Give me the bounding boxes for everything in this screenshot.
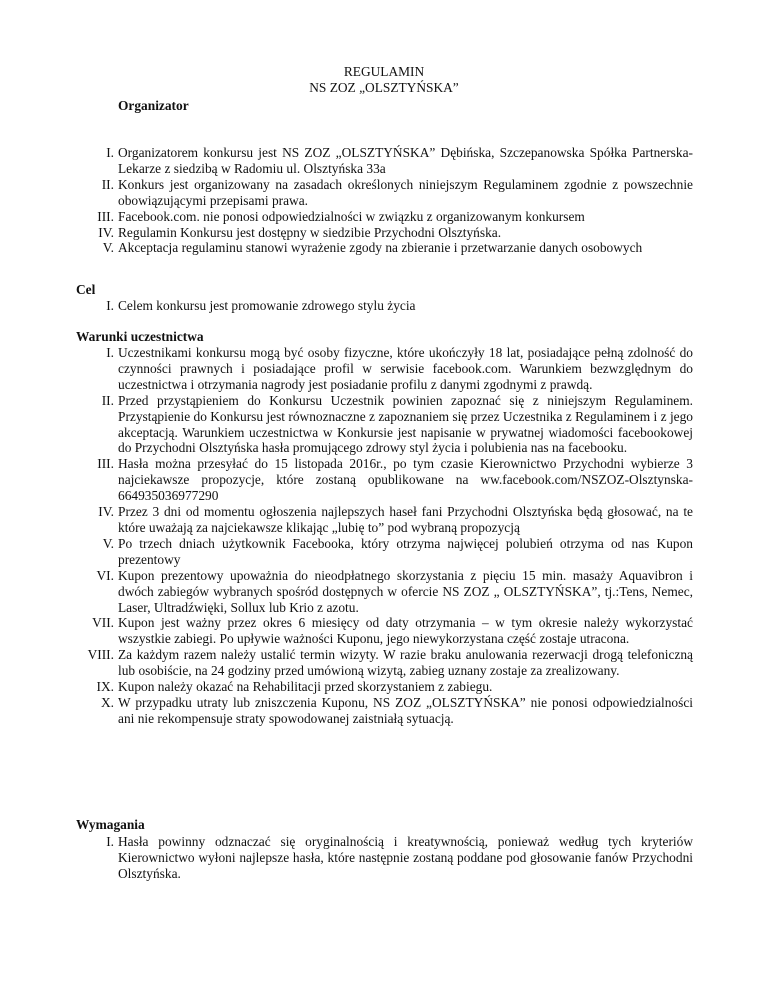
item-number: IV. [98, 224, 114, 240]
item-number: III. [97, 208, 114, 224]
item-text: Kupon prezentowy upoważnia do nieodpłatnego skorzystania z pięciu 15 min. masaży Aquavibron i dwóch zabiegów wybranych spośród dostępnych w ofercie NS ZOZ „ OLSZTYŃSKA”, tj.:Tens, Nemec, Laser, Ultradźwięki, Sollux lub Krio z azotu. [118, 567, 693, 615]
item-text: Konkurs jest organizowany na zasadach określonych niniejszym Regulaminem zgodnie z powszechnie obowiązującymi przepisami prawa. [118, 176, 693, 208]
item-text: Hasła powinny odznaczać się oryginalnością i kreatywnością, ponieważ według tych kryteriów Kierownictwo wyłoni najlepsze hasła, które następnie zostaną poddane pod głosowanie fanów Przychodni Olsztyńska. [118, 834, 693, 881]
item-text: W przypadku utraty lub zniszczenia Kuponu, NS ZOZ „OLSZTYŃSKA” nie ponosi odpowiedzialności ani nie rekompensuje straty spowodowanej zaistniałą sytuacją. [118, 694, 693, 726]
item-text: Organizatorem konkursu jest NS ZOZ „OLSZTYŃSKA” Dębińska, Szczepanowska Spółka Partnerska-Lekarze z siedzibą w Radomiu ul. Olsztyńska 33a [118, 145, 693, 176]
list-item [76, 679, 693, 695]
item-text: Przed przystąpieniem do Konkursu Uczestnik powinien zapoznać się z niniejszym Regulaminem. Przystąpienie do Konkursu jest równoznaczne z zapoznaniem się przez Uczestnika z Regulaminem i z jego akceptacją. Warunkiem uczestnictwa w Konkursie jest napisanie w prywatnej wiadomości facebookowej do Przychodni Olsztyńska hasła promującego zdrowy styl życia i polubienia nas na facebooku. [118, 392, 693, 456]
item-number: VII. [92, 615, 114, 631]
item-text: Hasła można przesyłać do 15 listopada 2016r., po tym czasie Kierownictwo Przychodni wybierze 3 najciekawsze propozycje, które zostaną opublikowane na ww.facebook.com/NSZOZ-Olsztynska-664935036977290 [118, 456, 693, 504]
item-number: IV. [98, 504, 114, 520]
item-number: IX. [96, 679, 114, 695]
list-item [76, 647, 693, 679]
item-text: Akceptacja regulaminu stanowi wyrażenie zgody na zbieranie i przetwarzanie danych osobowych [118, 240, 643, 256]
list-item [76, 456, 693, 504]
item-text: Po trzech dniach użytkownik Facebooka, który otrzyma najwięcej polubień otrzyma od nas Kupon prezentowy [118, 535, 693, 567]
document-title: REGULAMIN [343, 64, 425, 79]
warunki-list [76, 345, 693, 727]
wymagania-list [76, 834, 693, 882]
item-text: Regulamin Konkursu jest dostępny w siedzibie Przychodni Olsztyńska. [118, 224, 502, 240]
item-number: VIII. [87, 647, 114, 663]
section-heading-organizator: Organizator [118, 98, 189, 113]
section-heading-wymagania: Wymagania [76, 817, 145, 832]
item-number: II. [101, 176, 114, 192]
item-text: Kupon należy okazać na Rehabilitacji przed skorzystaniem z zabiegu. [118, 679, 493, 695]
section-heading-cel: Cel [76, 282, 96, 297]
item-text: Kupon jest ważny przez okres 6 miesięcy od daty otrzymania – w tym okresie należy wykorzystać wszystkie zabiegi. Po upływie ważności Kuponu, jego niewykorzystana część zostaje utracona. [118, 615, 693, 647]
cel-list [76, 298, 693, 314]
list-item [76, 209, 693, 225]
list-item [76, 298, 693, 314]
list-item [76, 504, 693, 536]
list-item [76, 240, 693, 256]
list-item [76, 145, 693, 177]
item-number: I. [106, 145, 114, 160]
document-subtitle: NS ZOZ „OLSZTYŃSKA” [309, 80, 459, 95]
item-number: II. [101, 392, 114, 408]
organizator-list [76, 145, 693, 256]
list-item [76, 345, 693, 393]
item-text: Facebook.com. nie ponosi odpowiedzialności w związku z organizowanym konkursem [118, 208, 585, 224]
item-number: I. [106, 834, 114, 849]
item-text: Za każdym razem należy ustalić termin wizyty. W razie braku anulowania rezerwacji drogą telefoniczną lub osobiście, na 24 godziny przed umówioną wizytą, zabieg uznany zostaje za zrealizowany. [118, 647, 693, 679]
item-text: Celem konkursu jest promowanie zdrowego stylu życia [118, 298, 416, 313]
item-number: I. [106, 345, 114, 360]
item-text: Przez 3 dni od momentu ogłoszenia najlepszych haseł fani Przychodni Olsztyńska będą głosować, na te które uważają za najciekawsze klikając „lubię to” pod wybraną propozycją [118, 504, 693, 535]
list-item [76, 568, 693, 616]
list-item [76, 834, 693, 882]
list-item [76, 615, 693, 647]
item-number: I. [106, 298, 114, 313]
item-number: III. [97, 456, 114, 472]
list-item [76, 536, 693, 568]
list-item [76, 695, 693, 727]
section-heading-warunki: Warunki uczestnictwa [76, 329, 204, 344]
item-text: Uczestnikami konkursu mogą być osoby fizyczne, które ukończyły 18 lat, posiadające pełną zdolność do czynności prawnych i posiadające profil w serwisie facebook.com. Warunkiem bezwzględnym do uczestnictwa i otrzymania nagrody jest posiadanie profilu z danymi zgodnymi z prawdą. [118, 345, 693, 392]
item-number: X. [100, 694, 114, 710]
list-item [76, 225, 693, 241]
item-number: V. [102, 535, 114, 551]
list-item [76, 177, 693, 209]
list-item [76, 393, 693, 457]
item-number: VI. [96, 567, 114, 583]
item-number: V. [102, 240, 114, 256]
